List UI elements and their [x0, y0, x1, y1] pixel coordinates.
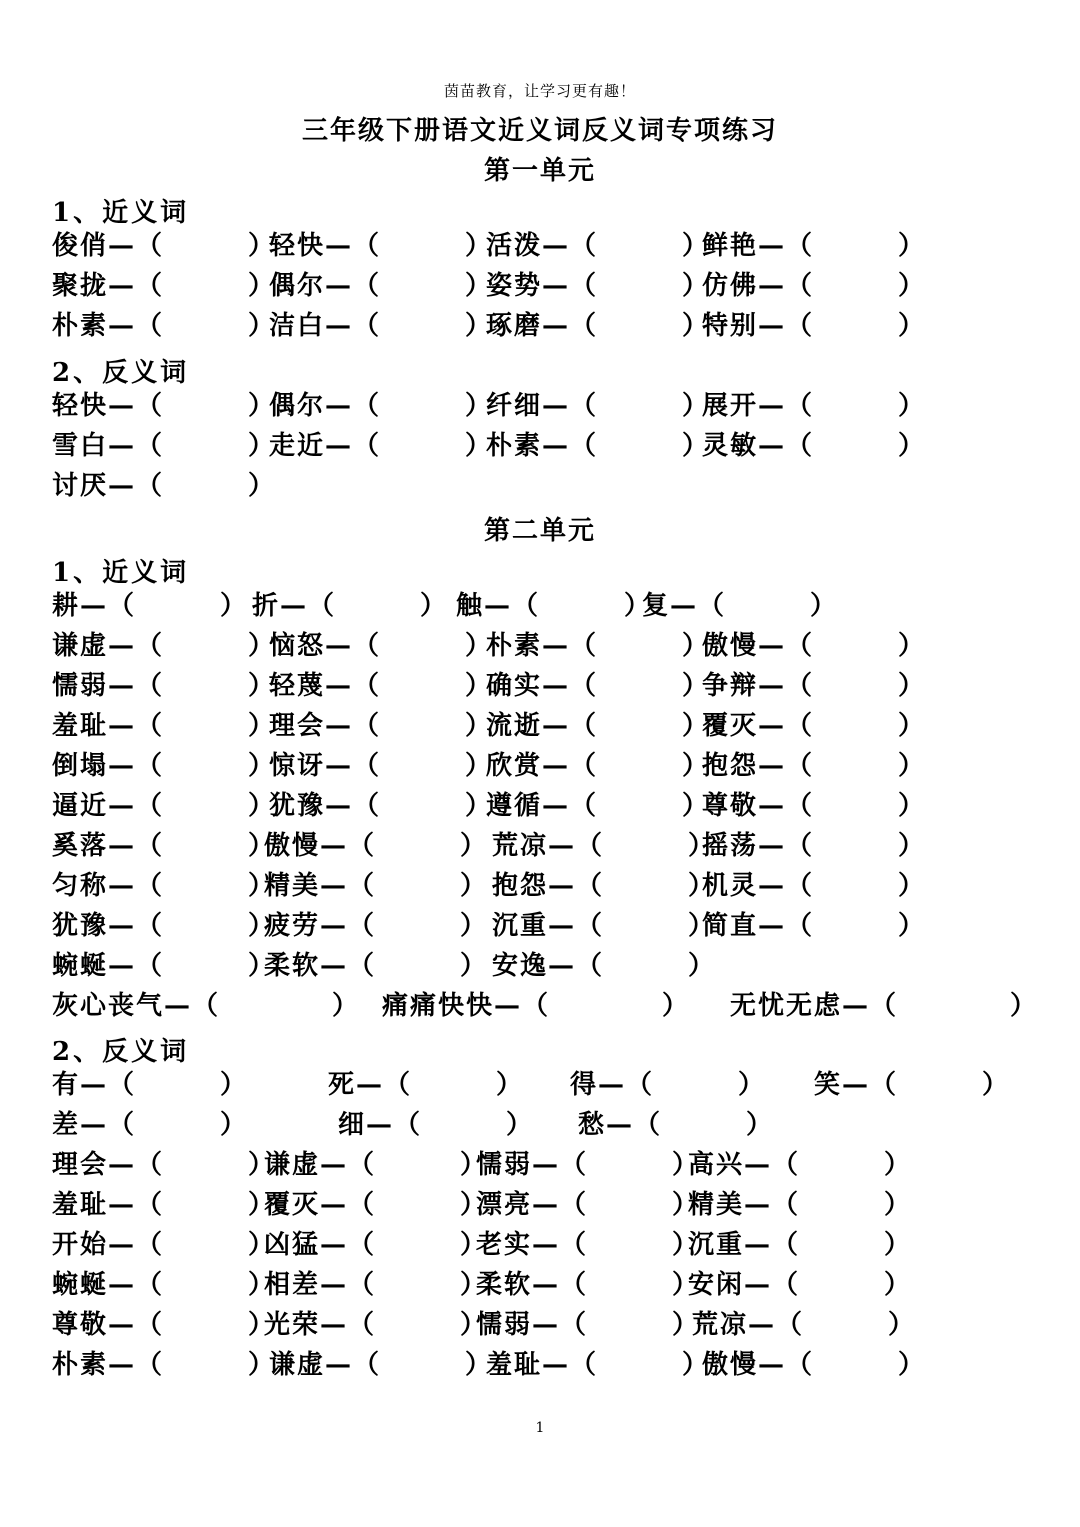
word-blank-item: 折—（ ）: [252, 591, 449, 621]
word-blank-item: 雪白—（ ）: [52, 431, 277, 461]
word-blank-item: 灰心丧气—（ ）: [52, 991, 361, 1021]
word-blank-item: 漂亮—（ ）: [476, 1190, 701, 1220]
word-blank-item: 恼怒—（ ）: [269, 631, 494, 661]
exercise-row: [52, 786, 1052, 826]
word-blank-item: 谦虚—（ ）: [52, 631, 277, 661]
word-blank-item: 懦弱—（ ）: [476, 1310, 701, 1340]
word-blank-item: 姿势—（ ）: [486, 271, 711, 301]
word-blank-item: 懦弱—（ ）: [476, 1150, 701, 1180]
word-blank-item: 朴素—（ ）: [52, 1350, 277, 1380]
word-blank-item: 沉重—（ ）: [688, 1230, 913, 1260]
unit2-heading: 第二单元: [483, 516, 596, 546]
word-blank-item: 差—（ ）: [52, 1110, 249, 1140]
word-blank-item: 简直—（ ）: [702, 911, 927, 941]
word-blank-item: 死—（ ）: [328, 1070, 525, 1100]
word-blank-item: 洁白—（ ）: [269, 311, 494, 341]
exercise-row: [52, 466, 1052, 506]
word-blank-item: 活泼—（ ）: [486, 231, 711, 261]
exercise-row: [52, 706, 1052, 746]
word-blank-item: 谦虚—（ ）: [264, 1150, 489, 1180]
word-blank-item: 俊俏—（ ）: [52, 231, 277, 261]
exercise-row: [52, 386, 1052, 426]
word-blank-item: 轻快—（ ）: [269, 231, 494, 261]
word-blank-item: 蜿蜒—（ ）: [52, 1270, 277, 1300]
word-blank-item: 灵敏—（ ）: [702, 431, 927, 461]
word-blank-item: 鲜艳—（ ）: [702, 231, 927, 261]
word-blank-item: 逼近—（ ）: [52, 791, 277, 821]
word-blank-item: 琢磨—（ ）: [486, 311, 711, 341]
word-blank-item: 痛痛快快—（ ）: [382, 991, 691, 1021]
exercise-row: [52, 746, 1052, 786]
word-blank-item: 朴素—（ ）: [486, 631, 711, 661]
word-blank-item: 倒塌—（ ）: [52, 751, 277, 781]
exercise-row: [52, 306, 1052, 346]
page-title: 三年级下册语文近义词反义词专项练习: [301, 116, 778, 146]
exercise-row: [52, 266, 1052, 306]
word-blank-item: 开始—（ ）: [52, 1230, 277, 1260]
unit1-synonyms-heading: 1、近义词: [52, 198, 190, 228]
word-blank-item: 凶猛—（ ）: [264, 1230, 489, 1260]
word-blank-item: 欣赏—（ ）: [486, 751, 711, 781]
word-blank-item: 复—（ ）: [642, 591, 839, 621]
word-blank-item: 抱怨—（ ）: [492, 871, 717, 901]
exercise-row: [52, 1305, 1052, 1345]
header-slogan: 茵苗教育，让学习更有趣！: [443, 82, 636, 100]
exercise-row: [52, 626, 1052, 666]
word-blank-item: 走近—（ ）: [269, 431, 494, 461]
word-blank-item: 匀称—（ ）: [52, 871, 277, 901]
word-blank-item: 蜿蜒—（ ）: [52, 951, 277, 981]
exercise-row: [52, 1145, 1052, 1185]
word-blank-item: 触—（ ）: [456, 591, 653, 621]
word-blank-item: 奚落—（ ）: [52, 831, 277, 861]
word-blank-item: 有—（ ）: [52, 1070, 249, 1100]
word-blank-item: 尊敬—（ ）: [52, 1310, 277, 1340]
exercise-row: [52, 586, 1052, 626]
word-blank-item: 羞耻—（ ）: [52, 711, 277, 741]
word-blank-item: 犹豫—（ ）: [269, 791, 494, 821]
word-blank-item: 疲劳—（ ）: [264, 911, 489, 941]
exercise-row: [52, 1105, 1052, 1145]
word-blank-item: 惊讶—（ ）: [269, 751, 494, 781]
exercise-row: [52, 866, 1052, 906]
word-blank-item: 得—（ ）: [570, 1070, 767, 1100]
word-blank-item: 老实—（ ）: [476, 1230, 701, 1260]
exercise-row: [52, 1265, 1052, 1305]
exercise-row: [52, 826, 1052, 866]
word-blank-item: 高兴—（ ）: [688, 1150, 913, 1180]
word-blank-item: 光荣—（ ）: [264, 1310, 489, 1340]
exercise-row: [52, 426, 1052, 466]
exercise-row: [52, 946, 1052, 986]
word-blank-item: 流逝—（ ）: [486, 711, 711, 741]
word-blank-item: 荒凉—（ ）: [492, 831, 717, 861]
word-blank-item: 朴素—（ ）: [486, 431, 711, 461]
unit2-synonyms-heading: 1、近义词: [52, 558, 190, 588]
word-blank-item: 理会—（ ）: [269, 711, 494, 741]
page-number: 1: [535, 1420, 545, 1436]
word-blank-item: 偶尔—（ ）: [269, 271, 494, 301]
word-blank-item: 尊敬—（ ）: [702, 791, 927, 821]
word-blank-item: 覆灭—（ ）: [264, 1190, 489, 1220]
word-blank-item: 愁—（ ）: [578, 1110, 775, 1140]
word-blank-item: 理会—（ ）: [52, 1150, 277, 1180]
word-blank-item: 展开—（ ）: [702, 391, 927, 421]
word-blank-item: 羞耻—（ ）: [52, 1190, 277, 1220]
word-blank-item: 柔软—（ ）: [264, 951, 489, 981]
word-blank-item: 覆灭—（ ）: [702, 711, 927, 741]
word-blank-item: 精美—（ ）: [688, 1190, 913, 1220]
unit2-antonyms-heading: 2、反义词: [52, 1037, 190, 1067]
word-blank-item: 相差—（ ）: [264, 1270, 489, 1300]
word-blank-item: 安闲—（ ）: [688, 1270, 913, 1300]
word-blank-item: 仿佛—（ ）: [702, 271, 927, 301]
word-blank-item: 无忧无虑—（ ）: [730, 991, 1039, 1021]
word-blank-item: 笑—（ ）: [814, 1070, 1011, 1100]
exercise-row: [52, 986, 1052, 1026]
word-blank-item: 抱怨—（ ）: [702, 751, 927, 781]
word-blank-item: 懦弱—（ ）: [52, 671, 277, 701]
exercise-row: [52, 666, 1052, 706]
exercise-row: [52, 906, 1052, 946]
word-blank-item: 轻快—（ ）: [52, 391, 277, 421]
word-blank-item: 轻蔑—（ ）: [269, 671, 494, 701]
word-blank-item: 荒凉—（ ）: [692, 1310, 917, 1340]
unit1-antonyms-heading: 2、反义词: [52, 358, 190, 388]
word-blank-item: 羞耻—（ ）: [486, 1350, 711, 1380]
unit1-heading: 第一单元: [483, 156, 596, 186]
word-blank-item: 确实—（ ）: [486, 671, 711, 701]
exercise-row: [52, 1225, 1052, 1265]
word-blank-item: 沉重—（ ）: [492, 911, 717, 941]
word-blank-item: 偶尔—（ ）: [269, 391, 494, 421]
exercise-row: [52, 1065, 1052, 1105]
word-blank-item: 摇荡—（ ）: [702, 831, 927, 861]
word-blank-item: 谦虚—（ ）: [269, 1350, 494, 1380]
word-blank-item: 傲慢—（ ）: [702, 1350, 927, 1380]
exercise-row: [52, 1185, 1052, 1225]
word-blank-item: 精美—（ ）: [264, 871, 489, 901]
word-blank-item: 安逸—（ ）: [492, 951, 717, 981]
word-blank-item: 聚拢—（ ）: [52, 271, 277, 301]
word-blank-item: 耕—（ ）: [52, 591, 249, 621]
word-blank-item: 争辩—（ ）: [702, 671, 927, 701]
word-blank-item: 朴素—（ ）: [52, 311, 277, 341]
word-blank-item: 讨厌—（ ）: [52, 471, 277, 501]
word-blank-item: 犹豫—（ ）: [52, 911, 277, 941]
word-blank-item: 机灵—（ ）: [702, 871, 927, 901]
word-blank-item: 傲慢—（ ）: [702, 631, 927, 661]
word-blank-item: 遵循—（ ）: [486, 791, 711, 821]
word-blank-item: 傲慢—（ ）: [264, 831, 489, 861]
exercise-row: [52, 226, 1052, 266]
word-blank-item: 细—（ ）: [338, 1110, 535, 1140]
word-blank-item: 纤细—（ ）: [486, 391, 711, 421]
exercise-row: [52, 1345, 1052, 1385]
word-blank-item: 柔软—（ ）: [476, 1270, 701, 1300]
word-blank-item: 特别—（ ）: [702, 311, 927, 341]
